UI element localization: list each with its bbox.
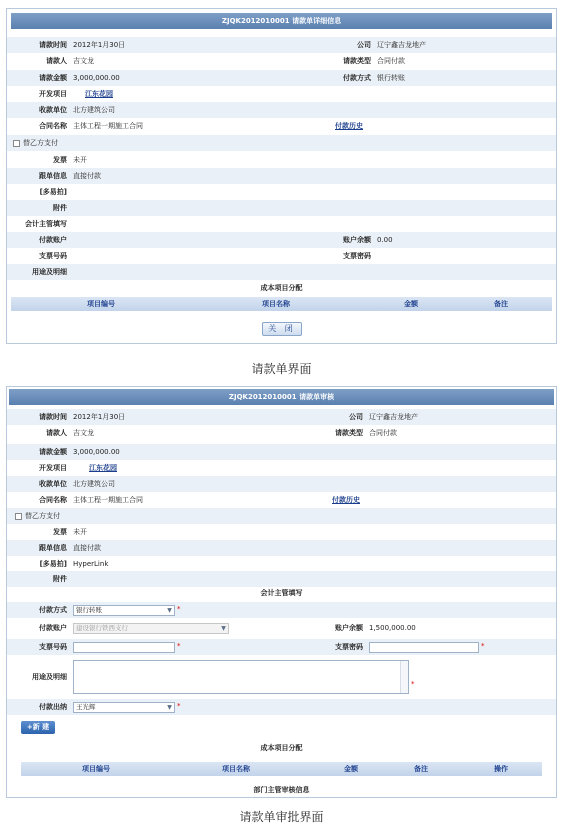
caption-request-form: 请款单界面	[251, 362, 312, 376]
review-company-value: 辽宁鑫吉龙地产	[369, 413, 418, 421]
review-row-contract	[7, 492, 556, 508]
review-cost-col-1: 项目编号	[82, 765, 110, 773]
row-pay-account	[7, 232, 556, 248]
request-time-value: 2012年1月30日	[73, 41, 126, 49]
followup-label: 跟单信息	[39, 172, 67, 180]
review-request-type-label: 请款类型	[335, 429, 363, 437]
requester-value: 吉文龙	[73, 57, 94, 65]
review-request-time-label: 请款时间	[39, 413, 67, 421]
row-amount	[7, 70, 556, 86]
check-pwd-label: 支票密码	[343, 252, 371, 260]
payee-label: 收款单位	[39, 106, 67, 114]
accounting-label: 会计主管填写	[25, 220, 67, 228]
caption-review-form: 请款单审批界面	[239, 810, 324, 824]
payee-value: 北方建筑公司	[73, 106, 115, 114]
row-payee	[7, 102, 556, 118]
textarea-scrollbar[interactable]	[400, 661, 408, 693]
review-cost-col-4: 备注	[414, 765, 428, 773]
payment-method-label: 付款方式	[343, 74, 371, 82]
required-mark: *	[481, 642, 485, 650]
form-row-check	[7, 639, 556, 655]
review-followup-value: 直接付款	[73, 544, 101, 552]
form-cashier-label: 付款出纳	[39, 703, 67, 711]
required-mark: *	[411, 680, 415, 688]
row-images	[7, 184, 556, 200]
review-requester-label: 请款人	[46, 429, 67, 437]
request-type-value: 合同付款	[377, 57, 405, 65]
company-value: 辽宁鑫吉龙地产	[377, 41, 426, 49]
review-cost-table-header	[21, 762, 542, 776]
request-review-panel	[6, 386, 557, 798]
payment-method-select[interactable]	[73, 605, 175, 616]
review-request-type-value: 合同付款	[369, 429, 397, 437]
request-type-label: 请款类型	[343, 57, 371, 65]
review-contract-value: 主体工程一期施工合同	[73, 496, 143, 504]
row-attachment	[7, 200, 556, 216]
purpose-label: 用途及明细	[32, 268, 67, 276]
review-invoice-label: 发票	[53, 528, 67, 536]
balance-value: 0.00	[377, 236, 393, 244]
chevron-down-icon: ▼	[221, 625, 226, 632]
row-invoice	[7, 152, 556, 168]
review-followup-label: 跟单信息	[39, 544, 67, 552]
followup-value: 直接付款	[73, 172, 101, 180]
form-row-purpose	[7, 657, 556, 697]
cost-col-2: 项目名称	[262, 300, 290, 308]
row-contract	[7, 118, 556, 134]
amount-value: 3,000,000.00	[73, 74, 120, 82]
review-request-time-value: 2012年1月30日	[73, 413, 126, 421]
cost-col-3: 金额	[404, 300, 418, 308]
review-attachment-label: 附件	[53, 575, 67, 583]
cost-section-title: 成本项目分配	[260, 284, 303, 292]
row-request-time	[7, 37, 556, 53]
pay-account-select	[73, 623, 229, 634]
proxy-pay-checkbox[interactable]	[13, 140, 20, 147]
cost-col-4: 备注	[494, 300, 508, 308]
review-row-attachment	[7, 571, 556, 587]
contract-value: 主体工程一期施工合同	[73, 122, 143, 130]
required-mark: *	[177, 605, 181, 613]
dept-review-section: 部门主管审核信息	[253, 786, 310, 794]
project-link[interactable]: 江东花园	[85, 90, 113, 98]
attachment-label: 附件	[53, 204, 67, 212]
form-balance-label: 账户余额	[335, 624, 363, 632]
form-row-cashier	[7, 699, 556, 715]
review-amount-value: 3,000,000.00	[73, 448, 120, 456]
review-proxy-pay-checkbox[interactable]	[15, 513, 22, 520]
cashier-select-value: 王光辉	[76, 703, 96, 711]
contract-label: 合同名称	[39, 122, 67, 130]
review-row-request-time	[7, 409, 556, 425]
pay-account-select-value: 建设银行铁西支行	[76, 624, 128, 632]
review-row-requester	[7, 425, 556, 441]
row-accounting	[7, 216, 556, 232]
form-balance-value: 1,500,000.00	[369, 624, 416, 632]
invoice-value: 未开	[73, 156, 87, 164]
requester-label: 请款人	[46, 57, 67, 65]
cost-table-header	[11, 297, 552, 311]
review-cost-col-2: 项目名称	[222, 765, 250, 773]
form-row-pay-account	[7, 620, 556, 636]
review-row-proxy-pay	[7, 508, 556, 524]
row-followup	[7, 168, 556, 184]
proxy-pay-label: 替乙方支付	[23, 139, 58, 147]
review-payment-history-link[interactable]: 付款历史	[332, 496, 360, 504]
review-accounting-section: 会计主管填写	[260, 589, 303, 597]
request-detail-title: ZJQK2012010001 请款单详细信息	[11, 13, 552, 29]
review-payee-value: 北方建筑公司	[73, 480, 115, 488]
pay-account-label: 付款账户	[39, 236, 67, 244]
review-requester-value: 吉文龙	[73, 429, 94, 437]
check-no-input[interactable]	[73, 642, 175, 653]
review-row-payee	[7, 476, 556, 492]
row-purpose	[7, 264, 556, 280]
request-review-title: ZJQK2012010001 请款单审核	[9, 389, 554, 405]
request-time-label: 请款时间	[39, 41, 67, 49]
amount-label: 请款金额	[39, 74, 67, 82]
company-label: 公司	[357, 41, 371, 49]
review-row-project	[7, 460, 556, 476]
chevron-down-icon: ▼	[167, 704, 172, 711]
review-amount-label: 请款金额	[39, 448, 67, 456]
row-project	[7, 86, 556, 102]
review-row-images	[7, 556, 556, 572]
form-payment-method-label: 付款方式	[39, 606, 67, 614]
form-pay-account-label: 付款账户	[39, 624, 67, 632]
review-row-amount	[7, 444, 556, 460]
purpose-textarea[interactable]	[73, 660, 409, 694]
required-mark: *	[177, 702, 181, 710]
review-contract-label: 合同名称	[39, 496, 67, 504]
payment-method-select-value: 银行转账	[76, 606, 102, 614]
review-proxy-pay-label: 替乙方支付	[25, 512, 60, 520]
cashier-select[interactable]	[73, 702, 175, 713]
images-label: [多易拍]	[39, 188, 67, 196]
review-company-label: 公司	[349, 413, 363, 421]
review-cost-section: 成本项目分配	[260, 744, 303, 752]
review-images-label: [多易拍]	[39, 560, 67, 568]
review-cost-col-3: 金额	[344, 765, 358, 773]
check-pwd-input[interactable]	[369, 642, 479, 653]
review-invoice-value: 未开	[73, 528, 87, 536]
payment-method-value: 银行转账	[377, 74, 405, 82]
payment-history-link[interactable]: 付款历史	[335, 122, 363, 130]
project-label: 开发项目	[39, 90, 67, 98]
review-row-followup	[7, 540, 556, 556]
row-check	[7, 248, 556, 264]
review-images-link[interactable]: HyperLink	[73, 560, 109, 568]
review-row-invoice	[7, 524, 556, 540]
check-no-label: 支票号码	[39, 252, 67, 260]
row-requester	[7, 53, 556, 69]
row-proxy-pay	[7, 135, 556, 151]
form-row-payment-method	[7, 602, 556, 618]
form-check-pwd-label: 支票密码	[335, 643, 363, 651]
review-payee-label: 收款单位	[39, 480, 67, 488]
balance-label: 账户余额	[343, 236, 371, 244]
request-detail-panel	[6, 8, 557, 344]
form-purpose-label: 用途及明细	[32, 673, 67, 681]
new-button[interactable]: +新 建	[21, 721, 55, 734]
chevron-down-icon: ▼	[167, 607, 172, 614]
close-button[interactable]: 关 闭	[262, 322, 302, 336]
form-check-no-label: 支票号码	[39, 643, 67, 651]
review-cost-col-5: 操作	[494, 765, 508, 773]
review-project-link[interactable]: 江东花园	[89, 464, 117, 472]
cost-col-1: 项目编号	[87, 300, 115, 308]
required-mark: *	[177, 642, 181, 650]
review-project-label: 开发项目	[39, 464, 67, 472]
invoice-label: 发票	[53, 156, 67, 164]
